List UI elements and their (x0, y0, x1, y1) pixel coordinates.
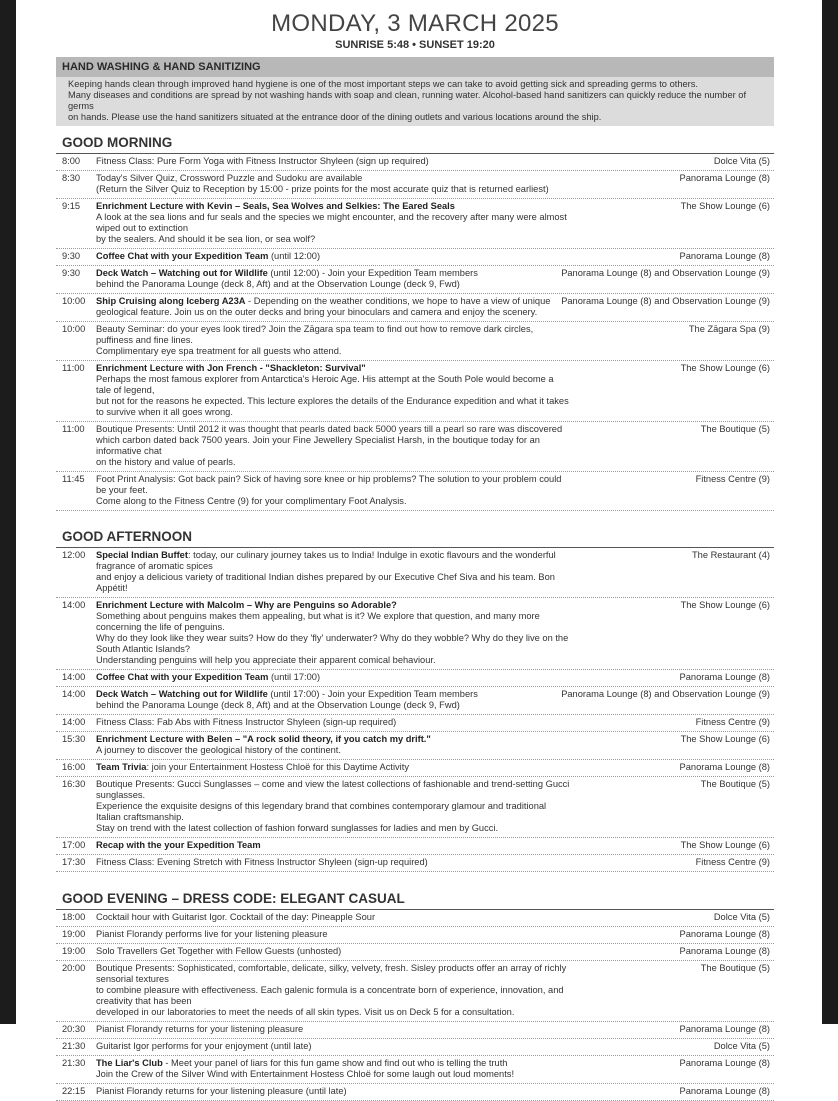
event-title: Deck Watch – Watching out for Wildlife (96, 689, 268, 699)
event-row (56, 199, 774, 249)
event-row (56, 266, 774, 294)
event-text: Boutique Presents: Until 2012 it was thought that pearls dated back 5000 years till a pearl so rare was discovered which carbon dated back 7500 years. Join your Fine Jewellery Specialist Harsh, in the boutique today for an informative chat on the history and value of pearls. (96, 424, 563, 467)
event-description (96, 424, 570, 468)
event-description (96, 363, 570, 418)
event-text: Pianist Florandy returns for your listening pleasure (96, 1024, 304, 1034)
event-text: Guitarist Igor performs for your enjoyment (until late) (96, 1041, 312, 1051)
event-time: 8:00 (62, 156, 81, 166)
event-location: The Zāgara Spa (9) (688, 324, 770, 334)
event-description (96, 324, 570, 357)
event-location: Fitness Centre (9) (695, 717, 770, 727)
section-heading: GOOD AFTERNOON (56, 529, 774, 548)
event-location: The Show Lounge (6) (680, 600, 770, 610)
event-time: 17:30 (62, 857, 86, 867)
event-location: The Show Lounge (6) (680, 201, 770, 211)
event-location: Panorama Lounge (8) (679, 929, 770, 939)
event-text: (until 17:00) - Join your Expedition Team members behind the Panorama Lounge (deck 8, Aft) and at the Observation Lounge (deck 9, Fwd) (96, 689, 478, 710)
event-time: 20:30 (62, 1024, 86, 1034)
event-time: 14:00 (62, 717, 86, 727)
event-location: Fitness Centre (9) (695, 474, 770, 484)
event-location: Panorama Lounge (8) (679, 1058, 770, 1068)
event-location: Panorama Lounge (8) and Observation Lounge (9) (561, 268, 770, 278)
event-text: (until 17:00) (268, 672, 321, 682)
event-description (96, 296, 560, 318)
event-time: 10:00 (62, 296, 86, 306)
event-row (56, 361, 774, 422)
section-heading: GOOD MORNING (56, 135, 774, 154)
event-location: The Boutique (5) (700, 779, 770, 789)
event-row (56, 294, 774, 322)
event-text: Perhaps the most famous explorer from Antarctica's Heroic Age. His attempt at the South Pole would become a tale of legend, but not for the reasons he expected. This lecture explores the details of the Endurance expedition and what it takes to survive when it all goes wrong. (96, 374, 569, 417)
event-time: 12:00 (62, 550, 86, 560)
event-location: The Restaurant (4) (691, 550, 770, 560)
event-time: 10:00 (62, 324, 86, 334)
event-title: Enrichment Lecture with Kevin – Seals, Sea Wolves and Selkies: The Eared Seals (96, 201, 455, 211)
event-location: Dolce Vita (5) (713, 1041, 770, 1051)
event-description (96, 474, 570, 507)
event-row (56, 715, 774, 732)
event-text: Something about penguins makes them appealing, but what is it? We explore that question, and many more concerning the life of penguins. Why do they look like they wear suits? How do they 'fly' underwater? Why do they wobble? Why do they live on the South Atlantic Islands? Understanding penguins will help you appreciate their apparent comical behaviour. (96, 611, 569, 665)
event-title: Enrichment Lecture with Belen – "A rock solid theory, if you catch my drift." (96, 734, 431, 744)
event-description (96, 717, 570, 728)
event-location: Panorama Lounge (8) (679, 173, 770, 183)
event-title: Enrichment Lecture with Malcolm – Why are Penguins so Adorable? (96, 600, 397, 610)
scrollbar[interactable] (822, 0, 838, 1024)
event-row (56, 927, 774, 944)
event-title: Ship Cruising along Iceberg A23A (96, 296, 246, 306)
event-text: : join your Entertainment Hostess Chloë for this Daytime Activity (146, 762, 409, 772)
notice-title: HAND WASHING & HAND SANITIZING (56, 57, 774, 77)
event-row (56, 910, 774, 927)
event-location: Dolce Vita (5) (713, 156, 770, 166)
sunrise-sunset: SUNRISE 5:48 • SUNSET 19:20 (335, 39, 495, 51)
event-description (96, 689, 560, 711)
notice-body: Keeping hands clean through improved hand hygiene is one of the most important steps we can take to avoid getting sick and spreading germs to others. Many diseases and conditions are spread by not washing hands with soap and clean, running water. Alcohol-based hand sanitizers can quickly reduce the number of germs on hands. Please use the hand sanitizers situated at the entrance door of the dining outlets and various locations around the ship. (68, 79, 747, 122)
event-text: Fitness Class: Evening Stretch with Fitness Instructor Shyleen (sign-up required) (96, 857, 428, 867)
event-text: Today's Silver Quiz, Crossword Puzzle and Sudoku are available (Return the Silver Quiz to Reception by 15:00 - prize points for the most accurate quiz that is returned earliest) (96, 173, 549, 194)
event-location: Panorama Lounge (8) (679, 1086, 770, 1096)
event-location: Panorama Lounge (8) (679, 946, 770, 956)
event-location: The Show Lounge (6) (680, 840, 770, 850)
event-location: Panorama Lounge (8) (679, 251, 770, 261)
event-description (96, 268, 560, 290)
event-time: 14:00 (62, 689, 86, 699)
event-location: Panorama Lounge (8) (679, 672, 770, 682)
event-time: 21:30 (62, 1058, 86, 1068)
event-description (96, 912, 570, 923)
event-time: 22:15 (62, 1086, 86, 1096)
event-description (96, 600, 570, 666)
event-description (96, 251, 570, 262)
event-time: 9:30 (62, 268, 81, 278)
event-text: Pianist Florandy performs live for your listening pleasure (96, 929, 328, 939)
event-time: 19:00 (62, 929, 86, 939)
event-location: Panorama Lounge (8) (679, 762, 770, 772)
event-time: 15:30 (62, 734, 86, 744)
event-title: Deck Watch – Watching out for Wildlife (96, 268, 268, 278)
notice-box (56, 57, 774, 126)
event-row (56, 171, 774, 199)
event-text: Solo Travellers Get Together with Fellow Guests (unhosted) (96, 946, 342, 956)
event-description (96, 201, 570, 245)
event-row (56, 732, 774, 760)
event-row (56, 422, 774, 472)
event-time: 9:30 (62, 251, 81, 261)
event-row (56, 548, 774, 598)
event-row (56, 472, 774, 511)
event-description (96, 840, 570, 851)
event-location: The Show Lounge (6) (680, 363, 770, 373)
event-location: The Boutique (5) (700, 424, 770, 434)
event-text: (until 12:00) (268, 251, 321, 261)
event-row (56, 1084, 774, 1101)
event-time: 11:00 (62, 424, 85, 434)
event-time: 19:00 (62, 946, 86, 956)
event-time: 16:00 (62, 762, 86, 772)
event-time: 11:45 (62, 474, 85, 484)
event-title: Recap with the your Expedition Team (96, 840, 261, 850)
event-row (56, 838, 774, 855)
event-time: 14:00 (62, 672, 86, 682)
event-time: 8:30 (62, 173, 81, 183)
event-row (56, 1039, 774, 1056)
event-location: The Show Lounge (6) (680, 734, 770, 744)
event-row (56, 670, 774, 687)
event-row (56, 598, 774, 670)
event-row (56, 154, 774, 171)
event-text: (until 12:00) - Join your Expedition Team members behind the Panorama Lounge (deck 8, Aft) and at the Observation Lounge (deck 9, Fwd) (96, 268, 478, 289)
section-heading: GOOD EVENING – DRESS CODE: ELEGANT CASUAL (56, 891, 774, 910)
event-row (56, 944, 774, 961)
event-row (56, 322, 774, 361)
event-location: Fitness Centre (9) (695, 857, 770, 867)
event-text: Fitness Class: Fab Abs with Fitness Instructor Shyleen (sign-up required) (96, 717, 397, 727)
event-description (96, 779, 570, 834)
event-text: : today, our culinary journey takes us to India! Indulge in exotic flavours and the wonderful fragrance of aromatic spices and enjoy a delicious variety of traditional Indian dishes prepared by our Executive Chef Siva and his team. Bon Appétit! (96, 550, 556, 593)
event-title: Enrichment Lecture with Jon French - "Shackleton: Survival" (96, 363, 366, 373)
event-location: Dolce Vita (5) (713, 912, 770, 922)
event-location: Panorama Lounge (8) and Observation Lounge (9) (561, 689, 770, 699)
event-text: Boutique Presents: Sophisticated, comfortable, delicate, silky, velvety, fresh. Sisley products offer an array of richly sensorial textures to combine pleasure with effectiveness. Each galenic formula is a concentrate born of experience, innovation, and creativity that has been developed in our laboratories to meet the needs of all skin types. Visit us on Deck 5 for a consultation. (96, 963, 567, 1017)
event-description (96, 1041, 570, 1052)
event-text: A journey to discover the geological history of the continent. (96, 745, 341, 755)
event-row (56, 760, 774, 777)
event-location: The Boutique (5) (700, 963, 770, 973)
event-title: The Liar's Club (96, 1058, 163, 1068)
event-description (96, 156, 570, 167)
event-row (56, 777, 774, 838)
sections (56, 135, 774, 1101)
event-title: Special Indian Buffet (96, 550, 188, 560)
event-description (96, 1024, 570, 1035)
event-text: Pianist Florandy returns for your listening pleasure (until late) (96, 1086, 347, 1096)
event-row (56, 1022, 774, 1039)
page-title: MONDAY, 3 MARCH 2025 (271, 10, 559, 37)
event-time: 18:00 (62, 912, 86, 922)
event-title: Coffee Chat with your Expedition Team (96, 251, 269, 261)
event-title: Coffee Chat with your Expedition Team (96, 672, 269, 682)
event-time: 17:00 (62, 840, 86, 850)
event-description (96, 929, 570, 940)
event-time: 9:15 (62, 201, 81, 211)
event-text: Cocktail hour with Guitarist Igor. Cocktail of the day: Pineapple Sour (96, 912, 376, 922)
event-description (96, 963, 570, 1018)
event-description (96, 762, 570, 773)
event-row (56, 1056, 774, 1084)
event-text: A look at the sea lions and fur seals and the species we might encounter, and the recovery after many were almost wiped out to extinction by the sealers. And should it be sea lion, or sea wolf? (96, 212, 567, 244)
event-text: Beauty Seminar: do your eyes look tired? Join the Zāgara spa team to find out how to remove dark circles, puffiness and fine lines. Complimentary eye spa treatment for all guests who attend. (96, 324, 534, 356)
event-title: Team Trivia (96, 762, 147, 772)
event-time: 14:00 (62, 600, 86, 610)
event-text: Foot Print Analysis: Got back pain? Sick of having sore knee or hip problems? The solution to your problem could be your feet. Come along to the Fitness Centre (9) for your complimentary Foot Analysis. (96, 474, 562, 506)
event-description (96, 857, 570, 868)
event-description (96, 1086, 570, 1097)
event-time: 21:30 (62, 1041, 86, 1051)
event-row (56, 855, 774, 872)
event-description (96, 550, 570, 594)
event-text: - Meet your panel of liars for this fun game show and find out who is telling the truth Join the Crew of the Silver Wind with Entertainment Hostess Chloë for some laugh out loud moments! (96, 1058, 515, 1079)
event-row (56, 961, 774, 1022)
event-location: Panorama Lounge (8) and Observation Lounge (9) (561, 296, 770, 306)
event-description (96, 1058, 570, 1080)
event-text: Boutique Presents: Gucci Sunglasses – come and view the latest collections of fashionable and trend-setting Gucci sunglasses. Experience the exquisite designs of this legendary brand that combines contemporary glamour and traditional Italian craftsmanship. Stay on trend with the latest collection of fashion forward sunglasses for ladies and men by Gucci. (96, 779, 570, 833)
event-location: Panorama Lounge (8) (679, 1024, 770, 1034)
daily-program (56, 0, 774, 1101)
event-row (56, 249, 774, 266)
event-time: 11:00 (62, 363, 85, 373)
event-time: 20:00 (62, 963, 86, 973)
event-description (96, 173, 570, 195)
event-text: - Depending on the weather conditions, we hope to have a view of unique geological feature. Join us on the outer decks and bring your binoculars and camera and enjoy the scenery. (96, 296, 551, 317)
event-description (96, 672, 570, 683)
event-time: 16:30 (62, 779, 86, 789)
event-description (96, 946, 570, 957)
event-description (96, 734, 570, 756)
event-text: Fitness Class: Pure Form Yoga with Fitness Instructor Shyleen (sign up required) (96, 156, 429, 166)
left-edge (0, 0, 16, 1024)
event-row (56, 687, 774, 715)
